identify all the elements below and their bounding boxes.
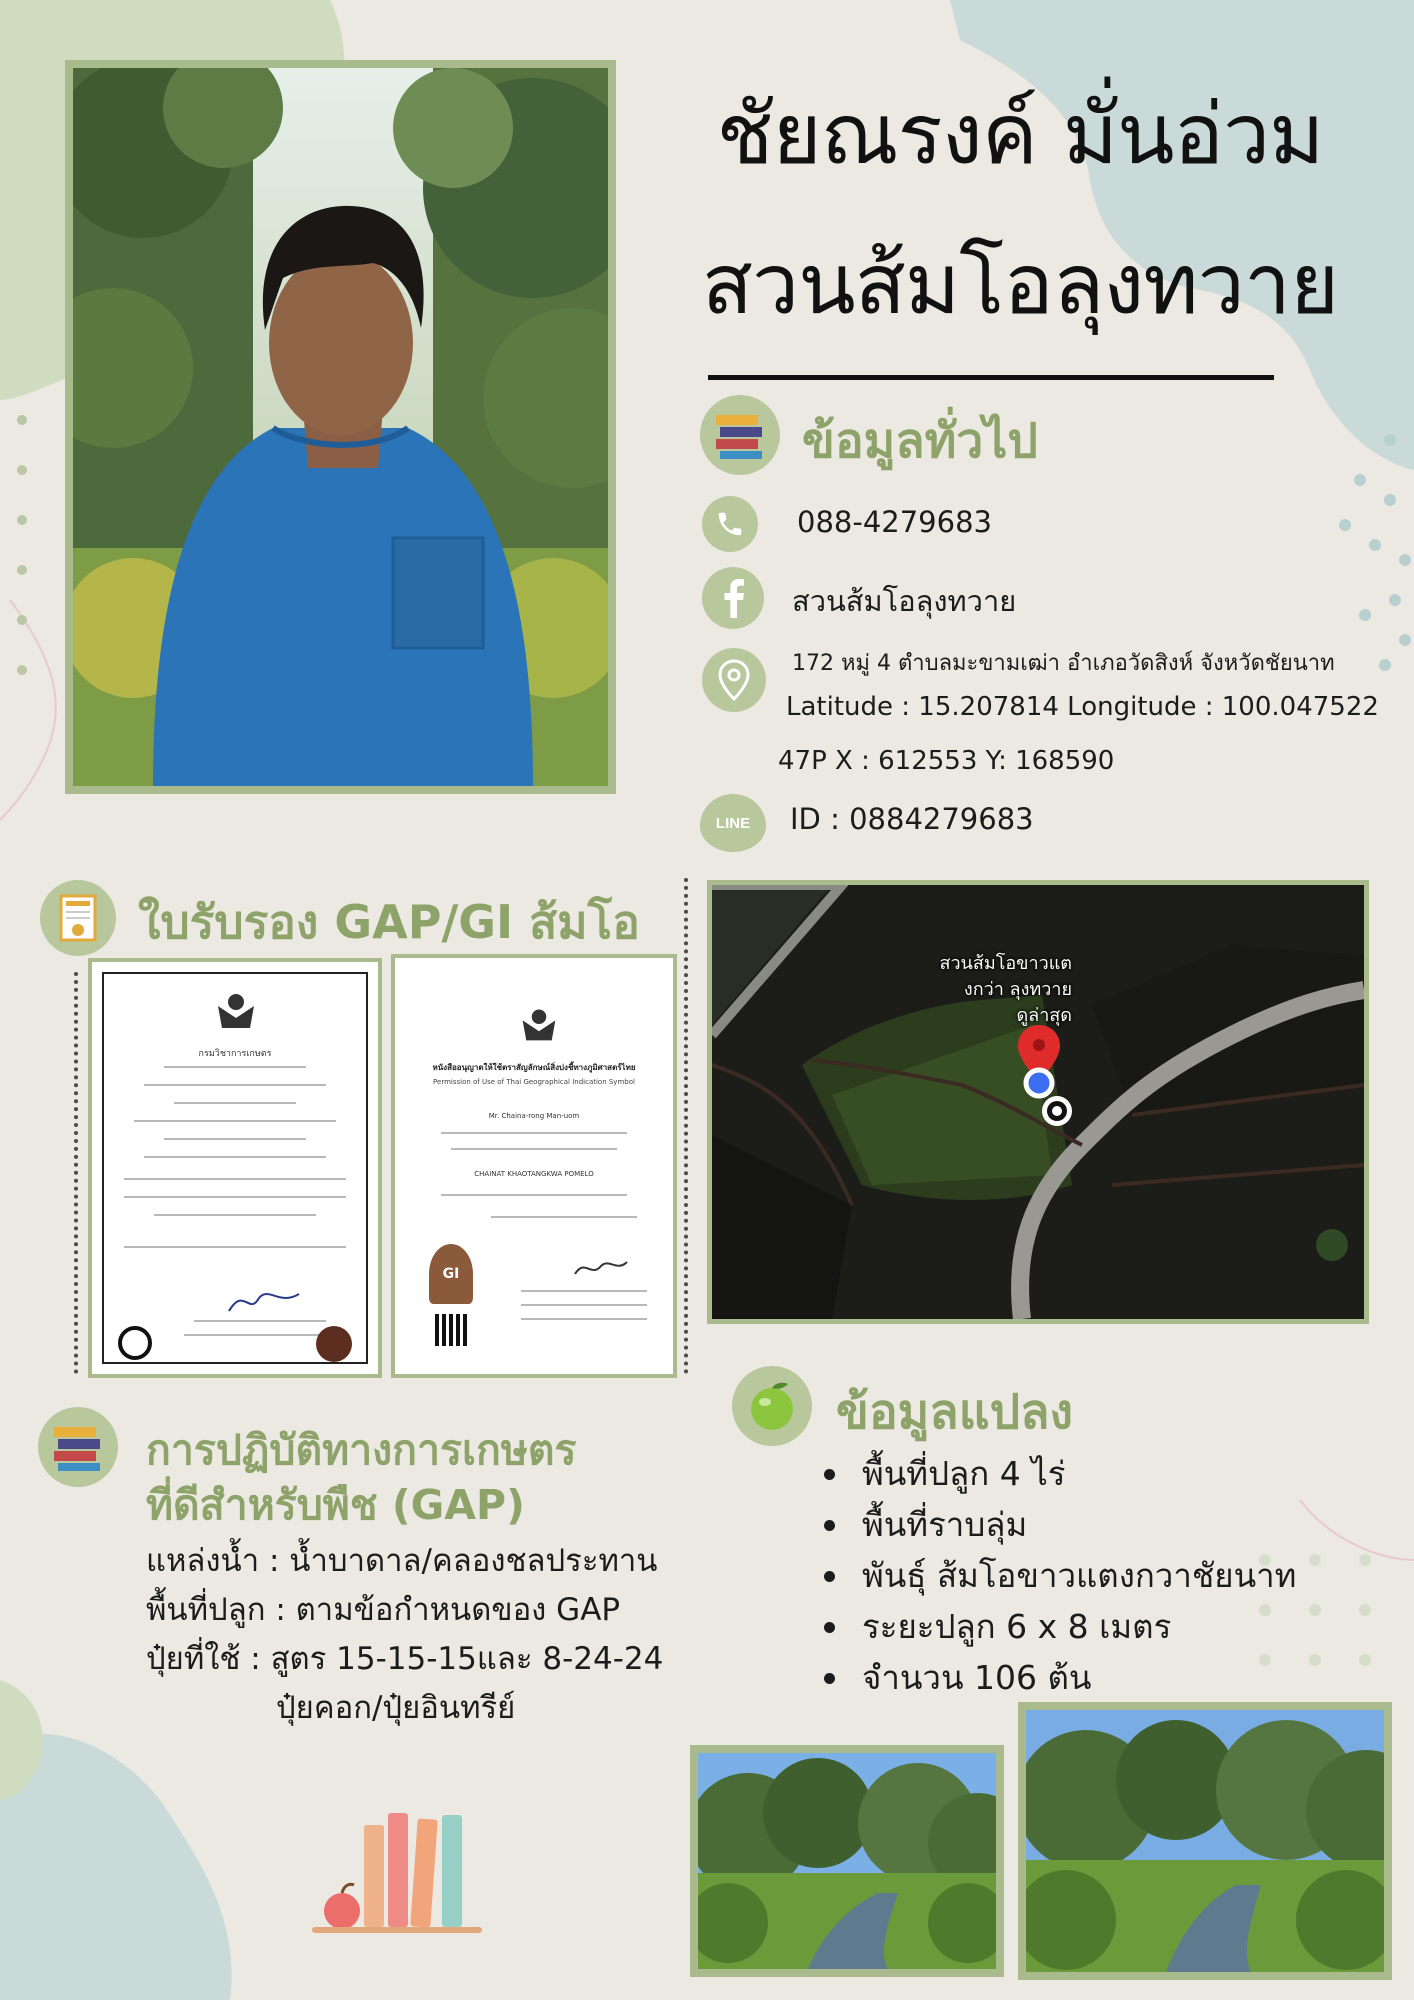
gi-cert-name: Mr. Chaina-rong Man-uom [488, 1112, 580, 1120]
certificate-icon [40, 880, 116, 956]
list-item: พื้นที่ราบลุ่ม [824, 1499, 1296, 1550]
signature [571, 1256, 631, 1280]
facebook-page[interactable]: สวนส้มโอลุงทวาย [792, 584, 1017, 618]
farm-name: สวนส้มโอลุงทวาย [701, 235, 1339, 333]
gi-certificate[interactable] [391, 954, 677, 1378]
farmer-photo [73, 68, 608, 786]
gi-cert-product: CHAINAT KHAOTANGKWA POMELO [474, 1170, 594, 1178]
signature [224, 1286, 304, 1316]
line-id: ID : 0884279683 [790, 802, 1034, 836]
gi-logo-icon [429, 1244, 473, 1304]
plot-info-heading: ข้อมูลแปลง [836, 1384, 1073, 1440]
water-source: แหล่งน้ำ : น้ำบาดาล/คลองชลประทาน [146, 1543, 658, 1579]
satellite-map[interactable] [707, 880, 1369, 1324]
books-icon [700, 395, 780, 475]
gap-cert-title: กรมวิชาการเกษตร [198, 1049, 272, 1059]
orchard-photo-left [698, 1753, 996, 1969]
facebook-icon[interactable] [702, 567, 764, 629]
list-item: จำนวน 106 ต้น [824, 1652, 1296, 1703]
line-icon[interactable] [700, 794, 766, 852]
lat-long: Latitude : 15.207814 Longitude : 100.047522 [786, 692, 1379, 722]
phone-icon[interactable] [702, 496, 758, 552]
gap-certificate[interactable] [88, 958, 382, 1378]
utm-coordinates: 47P X : 612553 Y: 168590 [778, 746, 1115, 776]
pomelo-icon [732, 1366, 812, 1446]
gap-certificate-document [102, 972, 368, 1364]
farmer-photo-frame [65, 60, 616, 794]
list-item: พันธุ์ ส้มโอขาวแตงกวาชัยนาท [824, 1550, 1296, 1601]
title-divider [708, 375, 1274, 380]
garuda-emblem-icon [214, 988, 258, 1032]
fertilizer-continued: ปุ๋ยคอก/ปุ๋ยอินทรีย์ [276, 1690, 516, 1726]
doa-seal-icon [316, 1326, 352, 1362]
orchard-photo-right-frame [1018, 1702, 1392, 1980]
gap-heading-line1: การปฏิบัติทางการเกษตร [146, 1426, 577, 1474]
planting-area: พื้นที่ปลูก : ตามข้อกำหนดของ GAP [146, 1592, 621, 1628]
map-location-label: สวนส้มโอขาวแต งกว่า ลุงทวาย ดูล่าสุด [939, 953, 1072, 1026]
gi-cert-subtitle: Permission of Use of Thai Geographical Indication Symbol [433, 1078, 635, 1086]
q-mark-icon [118, 1326, 152, 1360]
address: 172 หมู่ 4 ตำบลมะขามเฒ่า อำเภอวัดสิงห์ จังหวัดชัยนาท [792, 651, 1335, 676]
gap-heading-line2: ที่ดีสำหรับพืช (GAP) [146, 1481, 525, 1529]
list-item: ระยะปลูก 6 x 8 เมตร [824, 1601, 1296, 1652]
phone-number: 088-4279683 [797, 505, 992, 539]
farmer-name: ชัยณรงค์ มั่นอ่วม [716, 85, 1324, 183]
general-info-heading: ข้อมูลทั่วไป [802, 413, 1038, 469]
plot-info-list [824, 1448, 1296, 1703]
list-item: พื้นที่ปลูก 4 ไร่ [824, 1448, 1296, 1499]
garuda-emblem-icon [519, 1004, 559, 1044]
fertilizer: ปุ๋ยที่ใช้ : สูตร 15-15-15และ 8-24-24 [146, 1641, 664, 1677]
location-pin-icon [702, 648, 766, 712]
orchard-photo-right [1026, 1710, 1384, 1972]
certificate-heading: ใบรับรอง GAP/GI ส้มโอ [138, 895, 640, 949]
dotted-divider-left [74, 972, 78, 1374]
qr-code-icon [435, 1314, 467, 1346]
dotted-divider-right [684, 878, 688, 1374]
apple-books-icon [312, 1805, 486, 1935]
orchard-photo-left-frame [690, 1745, 1004, 1977]
books-icon [38, 1407, 118, 1487]
line-badge: LINE [715, 814, 751, 832]
gi-cert-title: หนังสืออนุญาตให้ใช้ตราสัญลักษณ์สิ่งบ่งชี้ทางภูมิศาสตร์ไทย [432, 1063, 636, 1072]
gi-logo-text: GI [442, 1266, 460, 1282]
